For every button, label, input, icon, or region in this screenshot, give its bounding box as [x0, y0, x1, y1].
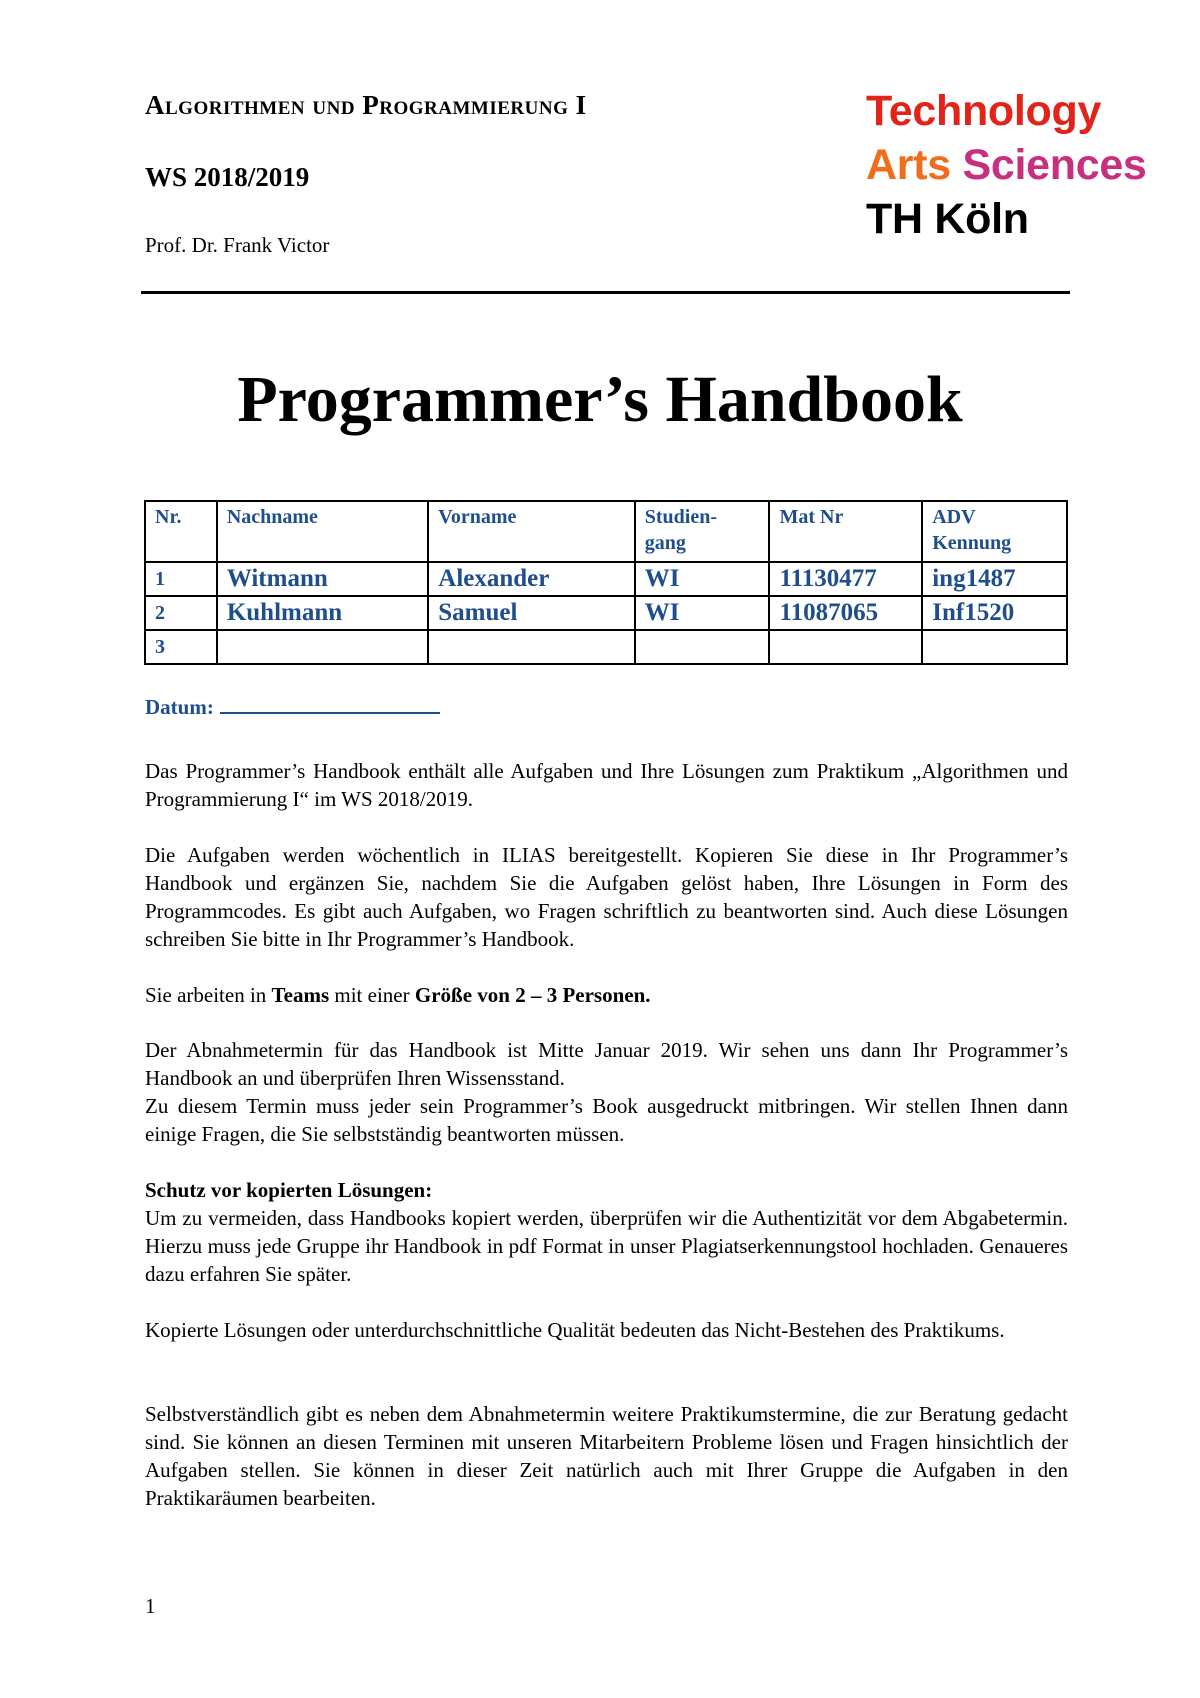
- header-adv-kennung: ADV Kennung: [922, 501, 1067, 562]
- team-table: [144, 500, 1068, 665]
- header-vorname: Vorname: [428, 501, 634, 562]
- cell-studiengang: WI: [635, 562, 770, 596]
- cell-nr: 1: [145, 562, 217, 596]
- cell-nachname: Witmann: [217, 562, 428, 596]
- paragraph-protection: [145, 1176, 1068, 1288]
- cell-adv-kennung: Inf1520: [922, 596, 1067, 630]
- professor-name: Prof. Dr. Frank Victor: [145, 233, 330, 257]
- cell-matnr: [769, 630, 922, 664]
- paragraph-lab-sessions: Selbstverständlich gibt es neben dem Abnahmetermin weitere Praktikumstermine, die zur Beratung gedacht sind. Sie können an diesen Terminen mit unseren Mitarbeitern Probleme lösen und Fragen hinsichtlich der Aufgaben stellen. Sie können in dieser Zeit natürlich auch mit Ihrer Gruppe die Aufgaben in den Praktikaräumen bearbeiten.: [145, 1402, 1068, 1510]
- document-title: Programmer’s Handbook: [237, 363, 963, 436]
- cell-nr: 3: [145, 630, 217, 664]
- header-nr: Nr.: [145, 501, 217, 562]
- protection-text: Um zu vermeiden, dass Handbooks kopiert werden, überprüfen wir die Authentizität vor dem Abgabetermin. Hierzu muss jede Gruppe ihr Handbook in pdf Format in unser Plagiatserkennungstool hochladen. Genaueres dazu erfahren Sie später.: [145, 1206, 1068, 1286]
- logo-word-sciences: Sciences: [962, 141, 1147, 189]
- th-koeln-logo: [866, 84, 1147, 246]
- cell-adv-kennung: ing1487: [922, 562, 1067, 596]
- table-row: [145, 562, 1067, 596]
- course-title: Algorithmen und Programmierung I: [145, 90, 587, 120]
- table-row: [145, 630, 1067, 664]
- deadline-text: Der Abnahmetermin für das Handbook ist Mitte Januar 2019. Wir sehen uns dann Ihr Programmer’s Handbook an und überprüfen Ihren Wissensstand.: [145, 1038, 1068, 1090]
- logo-line-th-koeln: TH Köln: [866, 195, 1029, 243]
- cell-nachname: Kuhlmann: [217, 596, 428, 630]
- header-studiengang: Studien- gang: [635, 501, 770, 562]
- cell-studiengang: [635, 630, 770, 664]
- cell-vorname: [428, 630, 634, 664]
- header-nachname: Nachname: [217, 501, 428, 562]
- logo-word-arts: Arts: [866, 141, 951, 189]
- paragraph-deadline: [145, 1036, 1068, 1148]
- protection-heading: Schutz vor kopierten Lösungen:: [145, 1178, 433, 1202]
- team-table-header-row: [145, 501, 1067, 562]
- cell-nr: 2: [145, 596, 217, 630]
- table-row: [145, 596, 1067, 630]
- logo-line-arts-sciences: [866, 138, 1147, 192]
- cell-matnr: 11087065: [769, 596, 922, 630]
- cell-vorname: Alexander: [428, 562, 634, 596]
- cell-nachname: [217, 630, 428, 664]
- paragraph-intro: Das Programmer’s Handbook enthält alle Aufgaben und Ihre Lösungen zum Praktikum „Algorithmen und Programmierung I“ im WS 2018/2019.: [145, 759, 1068, 811]
- page-number: 1: [145, 1594, 156, 1618]
- datum-field: [145, 694, 440, 720]
- paragraph-tasks: Die Aufgaben werden wöchentlich in ILIAS bereitgestellt. Kopieren Sie diese in Ihr Programmer’s Handbook und ergänzen Sie, nachdem Sie die Aufgaben gelöst haben, Ihre Lösungen in Form des Programmcodes. Es gibt auch Aufgaben, wo Fragen schriftlich zu beantworten sind. Auch diese Lösungen schreiben Sie bitte in Ihr Programmer’s Handbook.: [145, 843, 1068, 951]
- header-divider: [141, 291, 1070, 294]
- header-matnr: Mat Nr: [769, 501, 922, 562]
- logo-line-technology: Technology: [866, 87, 1102, 135]
- paragraph-teams: Sie arbeiten in Teams mit einer Größe von 2 – 3 Personen.: [145, 983, 651, 1007]
- cell-vorname: Samuel: [428, 596, 634, 630]
- deadline-book-text: Zu diesem Termin muss jeder sein Programmer’s Book ausgedruckt mitbringen. Wir stellen Ihnen dann einige Fragen, die Sie selbstständig beantworten müssen.: [145, 1094, 1068, 1146]
- cell-adv-kennung: [922, 630, 1067, 664]
- semester: WS 2018/2019: [145, 162, 310, 192]
- team-size-bold: Größe von 2 – 3 Personen.: [414, 983, 651, 1007]
- teams-bold: Teams: [271, 983, 330, 1007]
- paragraph-quality: Kopierte Lösungen oder unterdurchschnittliche Qualität bedeuten das Nicht-Bestehen des Praktikums.: [145, 1318, 1005, 1342]
- cell-matnr: 11130477: [769, 562, 922, 596]
- cell-studiengang: WI: [635, 596, 770, 630]
- datum-label: Datum:: [145, 695, 214, 719]
- datum-blank-line: [220, 694, 440, 714]
